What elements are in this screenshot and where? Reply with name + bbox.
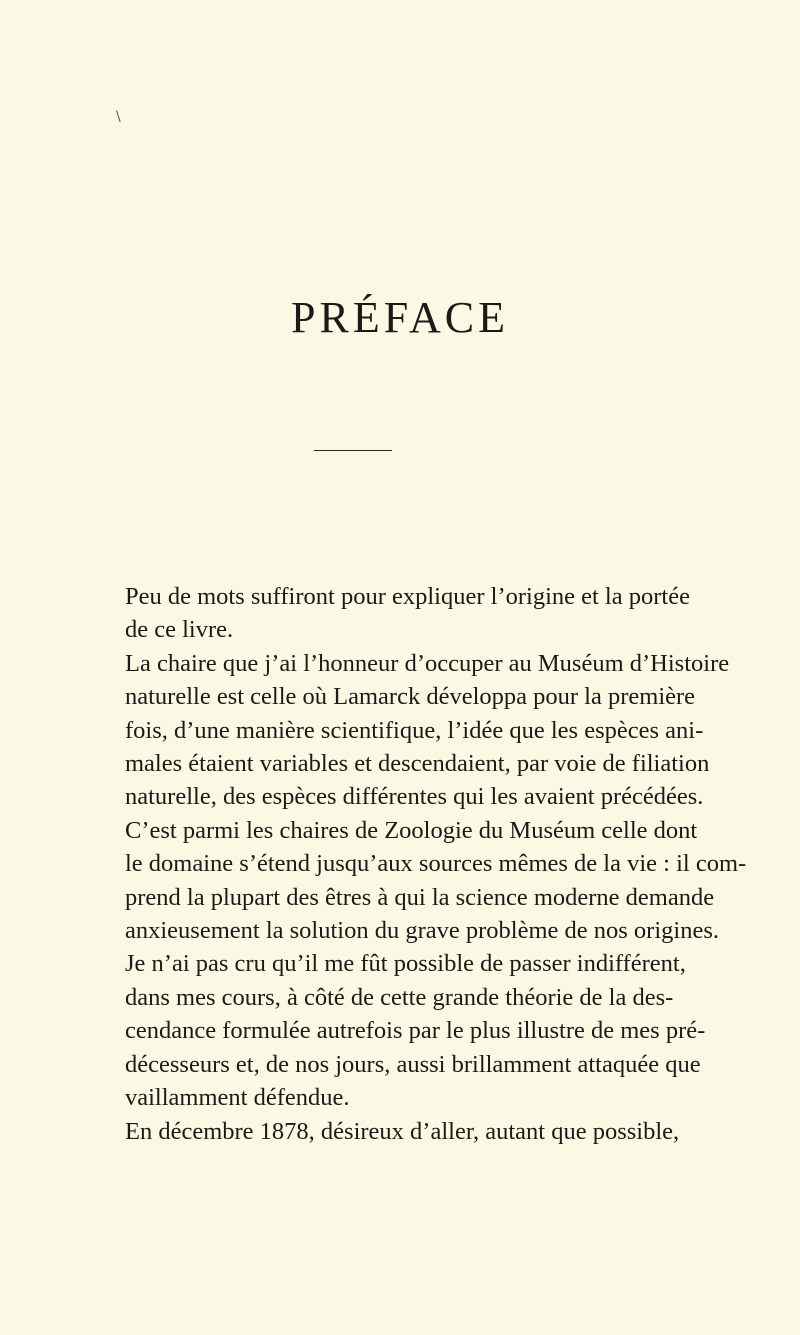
text-line: anxieusement la solution du grave problème de nos origines. [125, 917, 719, 945]
text-line: vaillamment défendue. [125, 1084, 350, 1112]
text-line: La chaire que j’ai l’honneur d’occuper au Muséum d’Histoire [125, 649, 730, 677]
text-line: Je n’ai pas cru qu’il me fût possible de passer indifférent, [125, 950, 686, 978]
text-line: C’est parmi les chaires de Zoologie du Muséum celle dont [125, 816, 698, 844]
text-line: En décembre 1878, désireux d’aller, autant que possible, [125, 1117, 680, 1145]
paragraph-1 [125, 580, 690, 647]
text-line: cendance formulée autrefois par le plus illustre de mes pré- [125, 1017, 706, 1045]
text-line: males étaient variables et descendaient, par voie de filiation [125, 750, 710, 778]
text-line: de ce livre. [125, 616, 234, 644]
paragraph-3 [125, 1115, 680, 1148]
text-line: décesseurs et, de nos jours, aussi brillamment attaquée que [125, 1050, 701, 1078]
title-divider [314, 450, 392, 451]
text-line: naturelle, des espèces différentes qui les avaient précédées. [125, 783, 704, 811]
preface-body [125, 580, 747, 1148]
paragraph-2 [125, 647, 747, 1115]
text-line: Peu de mots suffiront pour expliquer l’origine et la portée [125, 583, 690, 610]
page-title: PRÉFACE [291, 293, 509, 342]
text-line: fois, d’une manière scientifique, l’idée que les espèces ani- [125, 716, 704, 744]
text-line: le domaine s’étend jusqu’aux sources mêmes de la vie : il com- [125, 850, 747, 878]
text-line: dans mes cours, à côté de cette grande théorie de la des- [125, 983, 674, 1011]
stray-ink-mark: \ [116, 109, 121, 125]
text-line: prend la plupart des êtres à qui la science moderne demande [125, 883, 715, 911]
text-line: naturelle est celle où Lamarck développa pour la première [125, 683, 696, 711]
